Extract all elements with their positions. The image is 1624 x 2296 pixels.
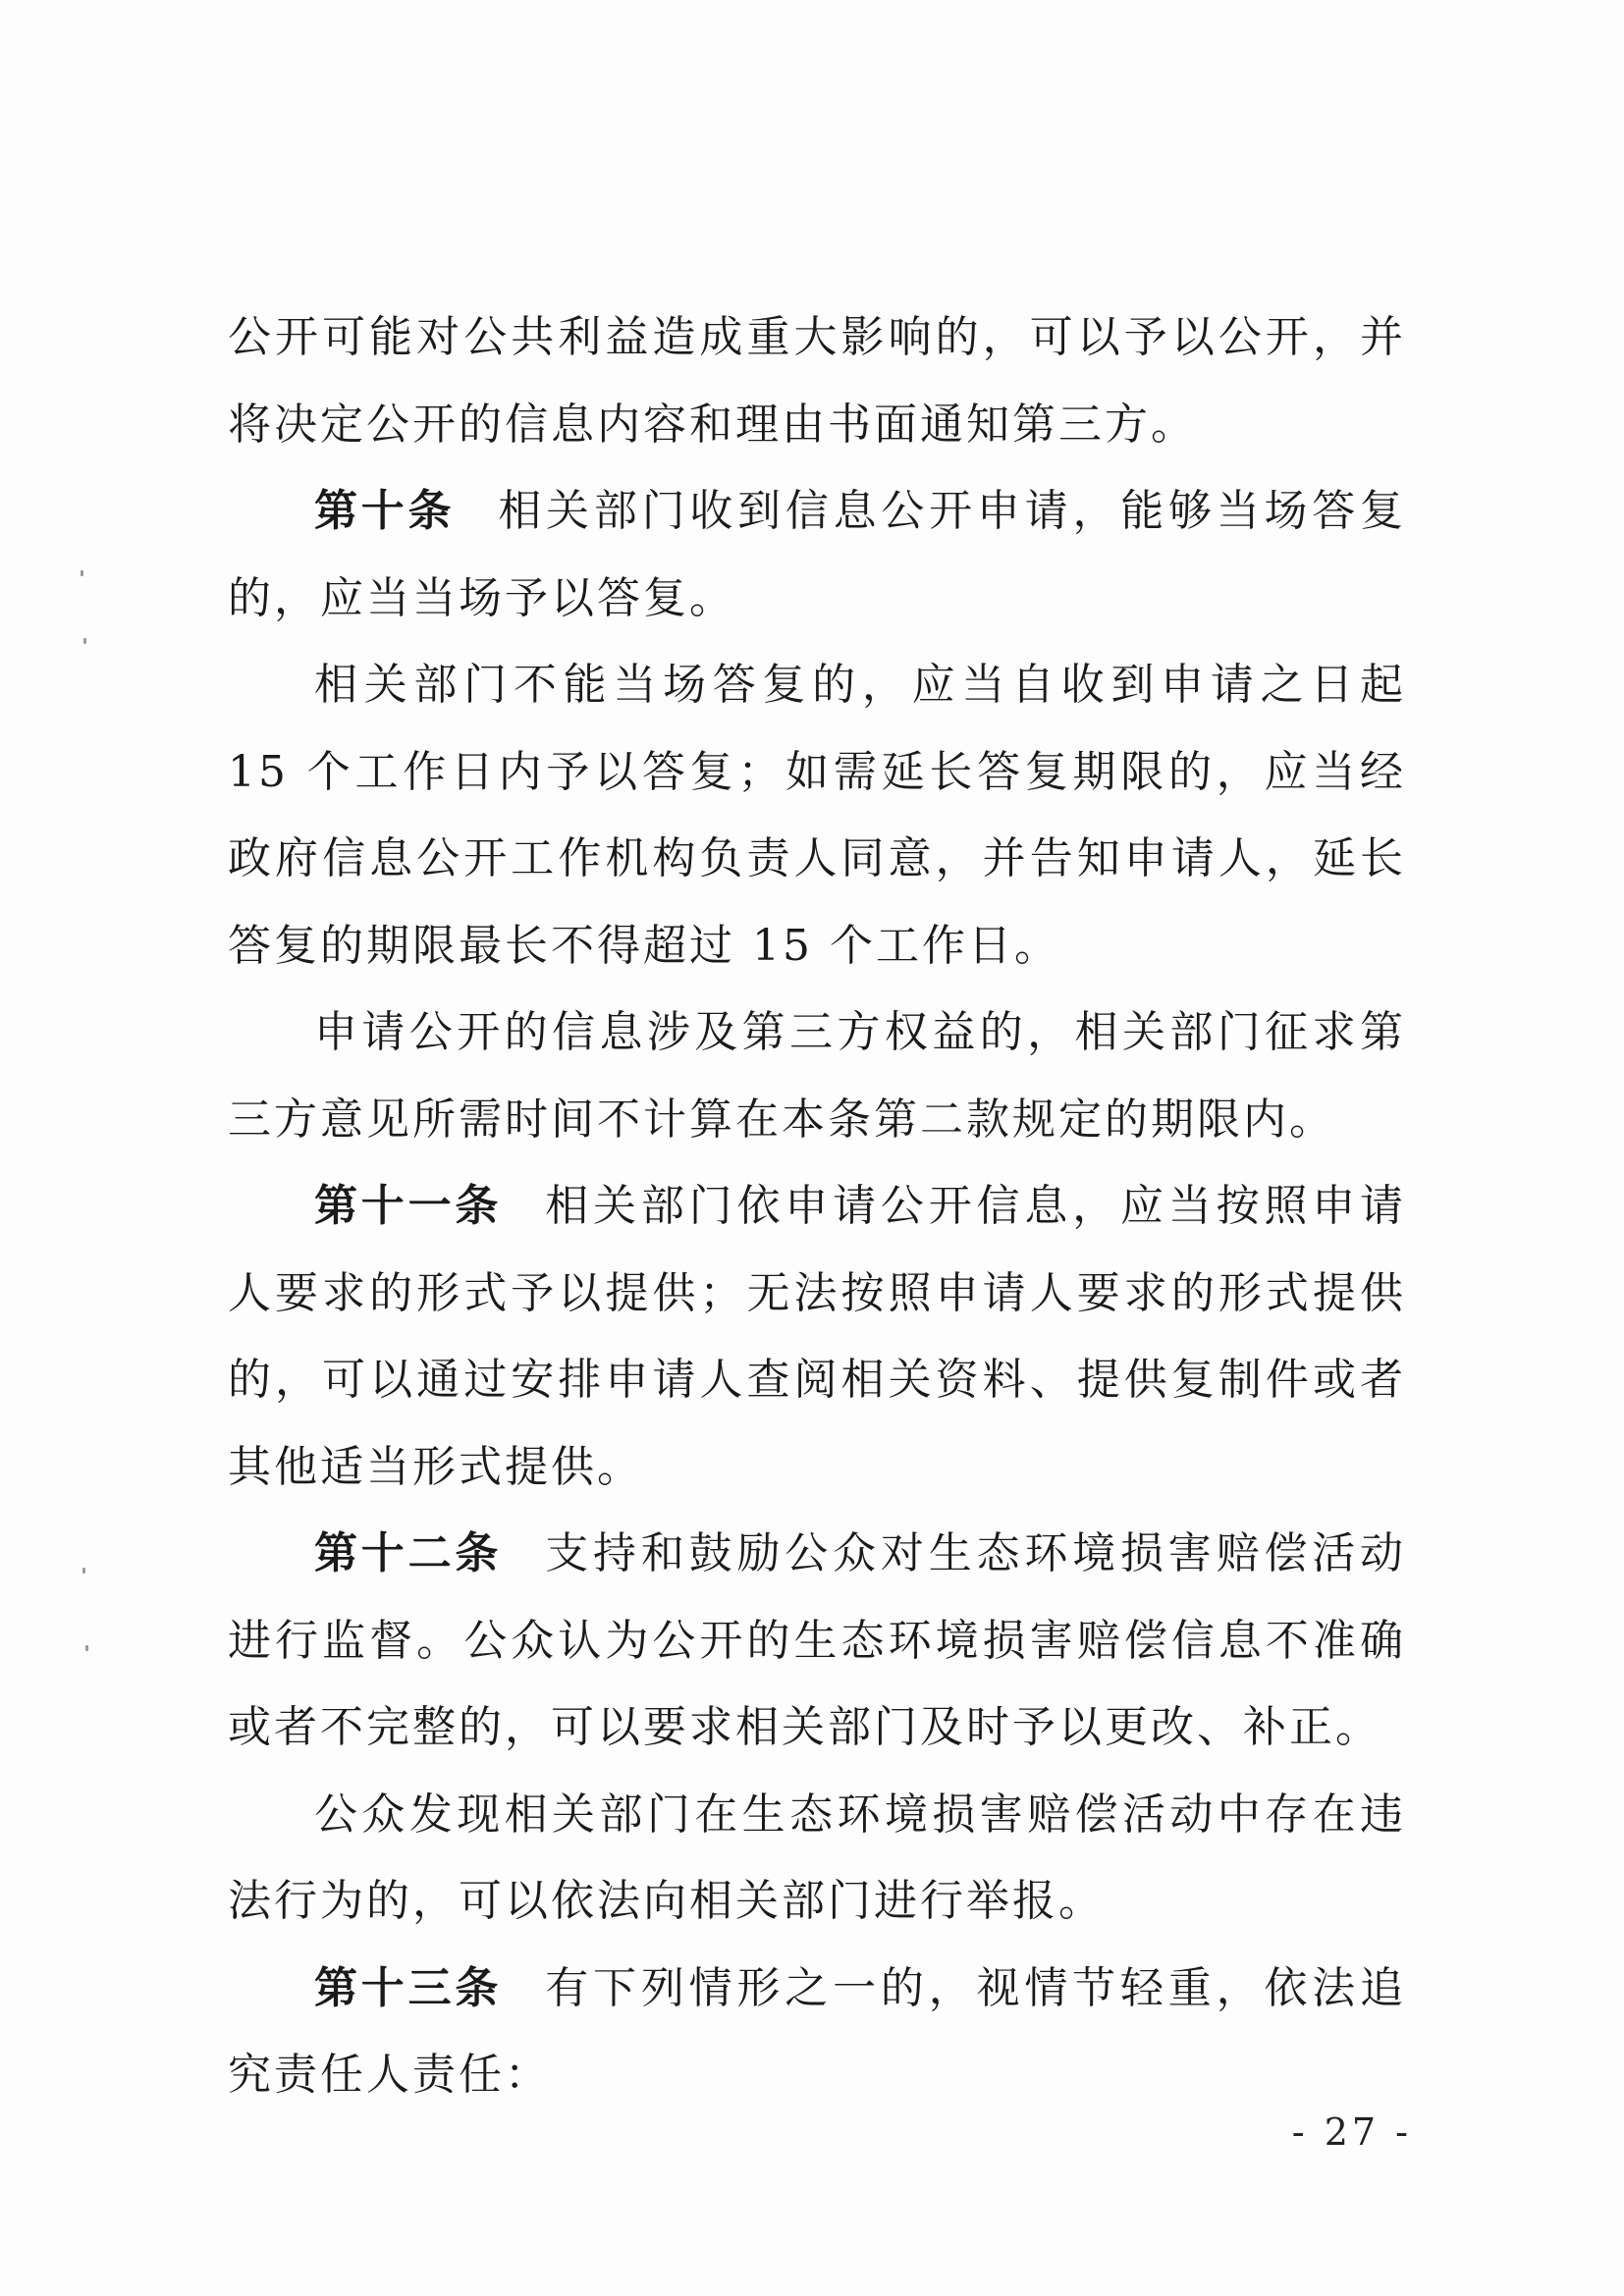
paragraph-article-13	[228, 1946, 1406, 2119]
paragraph-article-10	[228, 468, 1406, 642]
paragraph-article-12	[228, 1511, 1406, 1772]
paragraph-text: 有下列情形之一的，视情节轻重，依法追究责任人责任：	[228, 1962, 1407, 2100]
paragraph-text: 相关部门依申请公开信息，应当按照申请人要求的形式予以提供；无法按照申请人要求的形式提供的，可以通过安排申请人查阅相关资料、提供复制件或者其他适当形式提供。	[228, 1181, 1407, 1492]
paragraph-text: 公众发现相关部门在生态环境损害赔偿活动中存在违法行为的，可以依法向相关部门进行举报。	[228, 1789, 1406, 1926]
paragraph	[228, 642, 1406, 989]
paragraph-text: 支持和鼓励公众对生态环境损害赔偿活动进行监督。公众认为公开的生态环境损害赔偿信息不准确或者不完整的，可以要求相关部门及时予以更改、补正。	[228, 1528, 1407, 1752]
article-heading: 第十二条	[314, 1528, 503, 1578]
article-heading: 第十一条	[314, 1181, 503, 1231]
paragraph	[228, 1772, 1406, 1946]
paragraph-text: 申请公开的信息涉及第三方权益的，相关部门征求第三方意见所需时间不计算在本条第二款规定的期限内。	[228, 1007, 1406, 1145]
paragraph	[228, 989, 1406, 1163]
paragraph-text: 公开可能对公共利益造成重大影响的，可以予以公开，并将决定公开的信息内容和理由书面通知第三方。	[228, 312, 1406, 450]
page-number: - 27 -	[1291, 2110, 1412, 2154]
paragraph-continuation	[228, 294, 1406, 468]
article-heading: 第十三条	[314, 1962, 503, 2013]
article-heading: 第十条	[314, 486, 456, 536]
scan-artifact	[82, 1568, 85, 1574]
paragraph-text: 相关部门不能当场答复的，应当自收到申请之日起 15 个工作日内予以答复；如需延长答复期限的，应当经政府信息公开工作机构负责人同意，并告知申请人，延长答复的期限最长不得超过 15 个工作日。	[228, 660, 1406, 971]
scan-artifact	[81, 570, 83, 576]
scan-artifact	[85, 1645, 88, 1651]
paragraph-text: 相关部门收到信息公开申请，能够当场答复的，应当当场予以答复。	[228, 486, 1407, 623]
scan-artifact	[83, 638, 86, 644]
body-text	[228, 294, 1406, 2119]
paragraph-article-11	[228, 1163, 1406, 1511]
